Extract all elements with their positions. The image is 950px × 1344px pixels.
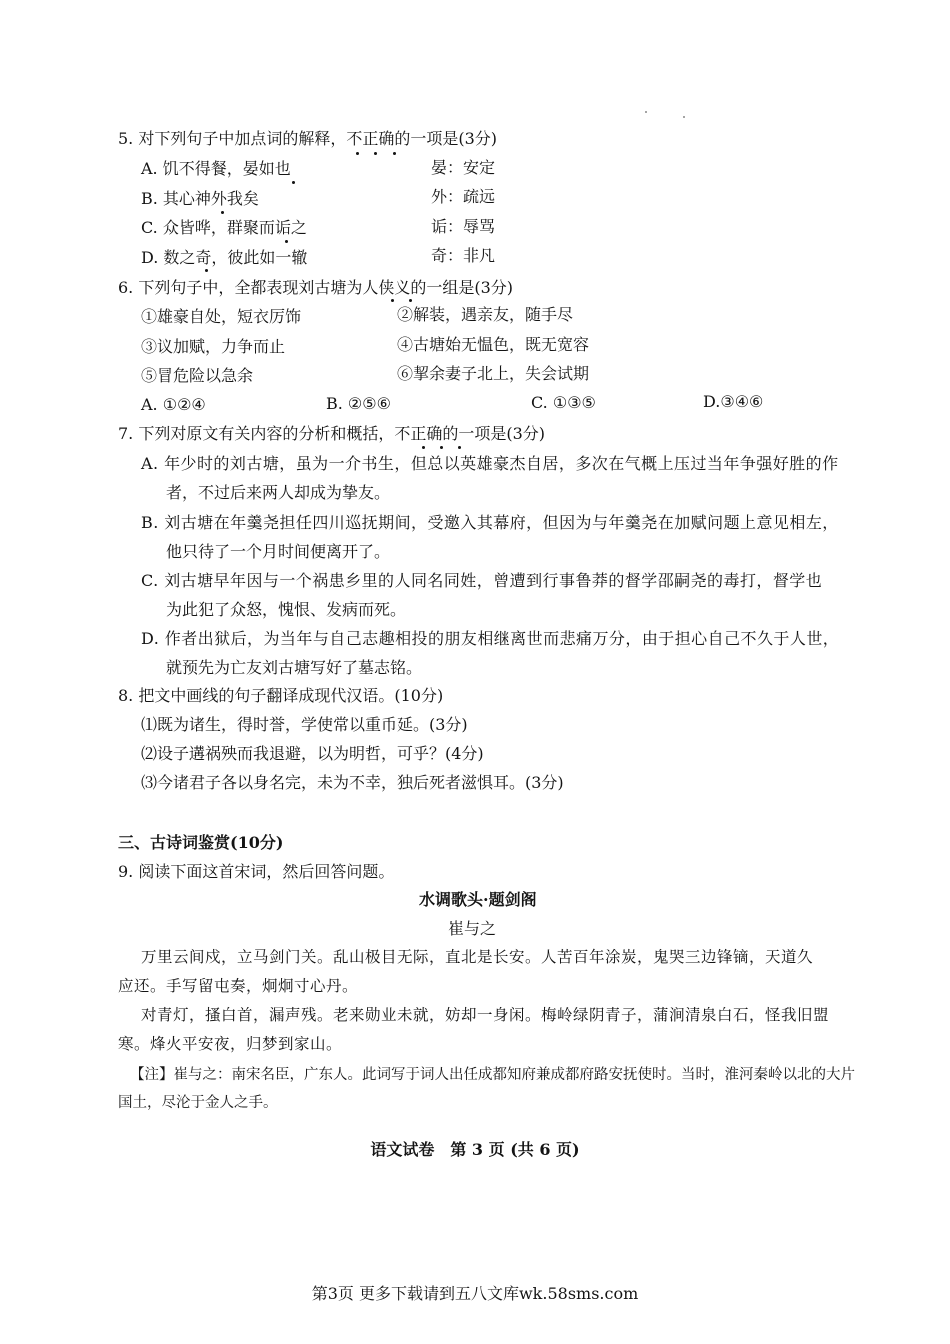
annotation-line: 【注】崔与之：南宋名臣，广东人。此词写于词人出任成都知府兼成都府路安抚使时。当时，淮河秦岭以北的大片 bbox=[130, 1067, 855, 1083]
poem-line: 万里云间戍，立马剑门关。乱山极目无际，直北是长安。人苦百年涂炭，鬼哭三边锋镝，天道久 bbox=[141, 948, 814, 966]
q7-line: B. 刘古塘在年羹尧担任四川巡抚期间，受邀入其幕府，但因为与年羹尧在加赋问题上意见相左， bbox=[141, 513, 839, 532]
emphasis-dot bbox=[221, 211, 224, 214]
q7-line: 者，不过后来两人却成为挚友。 bbox=[166, 483, 391, 502]
q6-choice-a: A. ①②④ bbox=[141, 395, 206, 414]
q6-stem: 6. 下列句子中，全都表现刘古塘为人侠义的一组是(3分) bbox=[118, 278, 514, 297]
q6-item-4: ④古塘始无愠色，既无宽容 bbox=[397, 335, 590, 354]
q5-gloss-b: 外：疏远 bbox=[431, 187, 496, 206]
q5-gloss-c: 诟：辱骂 bbox=[431, 217, 496, 236]
download-footer: 第3页 更多下载请到五八文库wk.58sms.com bbox=[311, 1284, 639, 1303]
emphasis-dot bbox=[422, 446, 425, 449]
scan-speck bbox=[645, 111, 647, 113]
q5-gloss-a: 晏：安定 bbox=[431, 158, 496, 177]
emphasis-dot bbox=[356, 152, 359, 155]
q6-item-2: ②解装，遇亲友，随手尽 bbox=[397, 305, 574, 324]
q7-line: 他只待了一个月时间便离开了。 bbox=[166, 542, 391, 561]
q6-item-5: ⑤冒危险以急余 bbox=[141, 366, 254, 385]
q7-line: A. 年少时的刘古塘，虽为一介书生，但总以英雄豪杰自居，多次在气概上压过当年争强好胜的作 bbox=[141, 454, 839, 473]
q5-option-a: A. 饥不得餐，晏如也 bbox=[141, 159, 291, 178]
q8-item-1: ⑴既为诸生，得时誉，学使常以重币延。(3分) bbox=[141, 715, 468, 734]
emphasis-dot bbox=[292, 181, 295, 184]
q8-item-2: ⑵设子遘祸殃而我退避，以为明哲，可乎？(4分) bbox=[141, 744, 484, 763]
q5-option-b: B. 其心神外我矣 bbox=[141, 189, 259, 208]
q6-choice-b: B. ②⑤⑥ bbox=[326, 394, 391, 413]
scan-speck bbox=[683, 116, 685, 118]
poem-line: 应还。手写留屯奏，炯炯寸心丹。 bbox=[118, 977, 359, 995]
q7-stem: 7. 下列对原文有关内容的分析和概括，不正确的一项是(3分) bbox=[118, 424, 546, 443]
q7-line: 为此犯了众怒，愧恨、发病而死。 bbox=[166, 600, 407, 619]
emphasis-dot bbox=[409, 299, 412, 302]
q6-item-3: ③议加赋，力争而止 bbox=[141, 337, 286, 356]
q8-item-3: ⑶今诸君子各以身名完，未为不幸，独后死者滋惧耳。(3分) bbox=[141, 773, 564, 792]
q5-gloss-d: 奇：非凡 bbox=[431, 246, 496, 265]
emphasis-dot bbox=[391, 299, 394, 302]
emphasis-dot bbox=[440, 446, 443, 449]
emphasis-dot bbox=[458, 446, 461, 449]
emphasis-dot bbox=[285, 240, 288, 243]
q7-line: D. 作者出狱后，为当年与自己志趣相投的朋友相继离世而悲痛万分，由于担心自己不久于人世， bbox=[141, 629, 840, 648]
emphasis-dot bbox=[205, 269, 208, 272]
q5-option-d: D. 数之奇，彼此如一辙 bbox=[141, 248, 308, 267]
poem-author: 崔与之 bbox=[448, 919, 497, 938]
emphasis-dot bbox=[374, 152, 377, 155]
q7-line: 就预先为亡友刘古塘写好了墓志铭。 bbox=[166, 658, 423, 677]
q8-stem: 8. 把文中画线的句子翻译成现代汉语。(10分) bbox=[118, 686, 444, 705]
q6-item-1: ①雄豪自处，短衣厉饰 bbox=[141, 307, 302, 326]
annotation-line: 国土，尽沦于金人之手。 bbox=[118, 1095, 278, 1111]
q7-line: C. 刘古塘早年因与一个祸患乡里的人同名同姓，曾遭到行事鲁莽的督学邵嗣尧的毒打，督学也 bbox=[141, 571, 823, 590]
q6-item-6: ⑥挈余妻子北上，失会试期 bbox=[397, 364, 590, 383]
emphasis-dot bbox=[393, 152, 396, 155]
poem-title: 水调歌头·题剑阁 bbox=[419, 890, 537, 909]
poem-line: 对青灯，搔白首，漏声残。老来勋业未就，妨却一身闲。梅岭绿阴青子，蒲涧清泉白石，怪我旧盟 bbox=[141, 1006, 830, 1024]
q5-option-c: C. 众皆哗，群聚而诟之 bbox=[141, 218, 307, 237]
page-number-label: 语文试卷 第 3 页 (共 6 页) bbox=[370, 1140, 580, 1159]
q6-choice-d: D.③④⑥ bbox=[703, 392, 764, 411]
poem-line: 寒。烽火平安夜，归梦到家山。 bbox=[118, 1035, 343, 1053]
q5-stem: 5. 对下列句子中加点词的解释，不正确的一项是(3分) bbox=[118, 129, 498, 148]
q6-choice-c: C. ①③⑤ bbox=[531, 393, 596, 412]
q9-stem: 9. 阅读下面这首宋词，然后回答问题。 bbox=[118, 862, 395, 881]
section-heading: 三、古诗词鉴赏(10分) bbox=[118, 833, 284, 852]
